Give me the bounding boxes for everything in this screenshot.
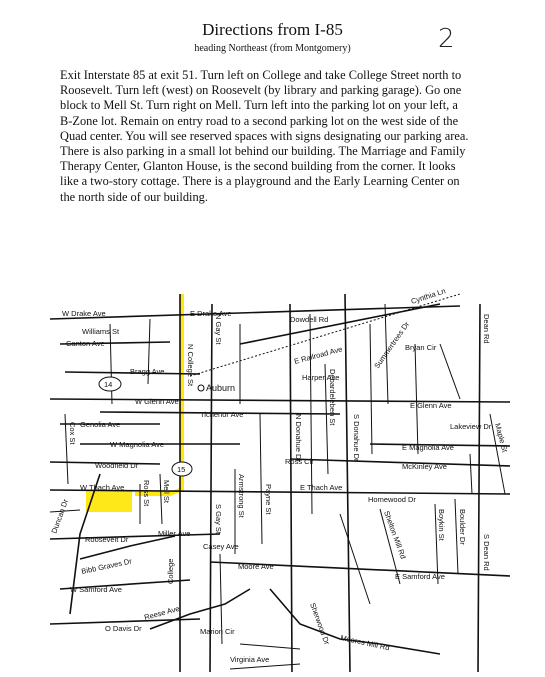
svg-text:Cox St: Cox St: [68, 422, 77, 445]
svg-text:Miller Ave: Miller Ave: [158, 529, 191, 538]
svg-text:Virginia Ave: Virginia Ave: [230, 655, 270, 664]
svg-text:Woodfield Dr: Woodfield Dr: [95, 461, 139, 470]
svg-text:Moore Ave: Moore Ave: [238, 562, 274, 571]
svg-text:Moores Mill Rd: Moores Mill Rd: [339, 633, 391, 653]
svg-text:Canton Ave: Canton Ave: [66, 339, 105, 348]
svg-text:O Davis Dr: O Davis Dr: [105, 624, 142, 633]
svg-text:Casey Ave: Casey Ave: [203, 542, 239, 551]
svg-text:W Magnolia Ave: W Magnolia Ave: [110, 440, 165, 449]
svg-text:E Samford Ave: E Samford Ave: [395, 572, 445, 581]
svg-text:S Gay St: S Gay St: [214, 504, 223, 535]
svg-text:W Glenn Ave: W Glenn Ave: [135, 397, 179, 406]
page-title: Directions from I-85: [202, 20, 343, 39]
street-map: [40, 284, 510, 672]
svg-text:Cynthia Ln: Cynthia Ln: [409, 286, 447, 306]
svg-text:Ross St: Ross St: [142, 480, 151, 507]
svg-text:Sherwood Dr: Sherwood Dr: [308, 601, 332, 646]
svg-text:E Drake Ave: E Drake Ave: [190, 309, 232, 318]
svg-text:Maple St: Maple St: [493, 422, 510, 454]
svg-text:Auburn: Auburn: [206, 383, 236, 393]
svg-text:Roosevelt Dr: Roosevelt Dr: [85, 535, 129, 544]
route-shield-15: [172, 462, 192, 476]
svg-text:Bryan Cir: Bryan Cir: [405, 343, 437, 352]
svg-text:Boykin St: Boykin St: [437, 509, 446, 541]
route-shield-14: [99, 377, 121, 391]
svg-text:Ross Cir: Ross Cir: [285, 457, 314, 466]
svg-text:Payne St: Payne St: [264, 484, 273, 515]
svg-text:Boulder Dr: Boulder Dr: [458, 509, 467, 545]
directions-paragraph: Exit Interstate 85 at exit 51. Turn left on College and take College Street north to Roosevelt. Turn left (west) on Roosevelt (by library and parking garage). Go one block to Mell St. Turn right on Mell. Turn left into the parking lot on your left, a B-Zone lot. Remain on entry road to a second parking lot on the west side of the Quad center. You will see reserved spaces with signs designating our parking area. There is also parking in a small lot behind our building. The Marriage and Family Therapy Center, Glanton House, is the second building from the corner. It looks like a two-story cottage. There is a playground and the Early Learning Center on the north side of our building.: [60, 68, 469, 204]
svg-text:N Gay St: N Gay St: [214, 314, 223, 345]
svg-text:S Donahue Dr: S Donahue Dr: [352, 414, 361, 462]
svg-text:W Drake Ave: W Drake Ave: [62, 309, 106, 318]
svg-text:Bibb Graves Dr: Bibb Graves Dr: [80, 556, 133, 576]
svg-text:Marion Cir: Marion Cir: [200, 627, 235, 636]
svg-text:Armstrong St: Armstrong St: [237, 474, 246, 518]
svg-text:Mell St: Mell St: [162, 480, 171, 503]
svg-text:15: 15: [177, 465, 186, 474]
svg-text:Williams St: Williams St: [82, 327, 120, 336]
svg-text:Shelton Mill Rd: Shelton Mill Rd: [382, 509, 408, 561]
svg-text:Summertrees Dr: Summertrees Dr: [372, 319, 412, 371]
svg-text:N Donahue Dr: N Donahue Dr: [294, 414, 303, 462]
svg-text:W Thach Ave: W Thach Ave: [80, 483, 125, 492]
svg-text:Tichenor Ave: Tichenor Ave: [200, 410, 244, 419]
svg-text:Homewood Dr: Homewood Dr: [368, 495, 416, 504]
svg-text:College: College: [166, 558, 175, 584]
svg-text:E Glenn Ave: E Glenn Ave: [410, 401, 452, 410]
svg-text:E Thach Ave: E Thach Ave: [300, 483, 343, 492]
svg-text:Duncan Dr: Duncan Dr: [49, 497, 71, 535]
svg-text:W Samford Ave: W Samford Ave: [70, 585, 122, 594]
svg-text:Lakeview Dr: Lakeview Dr: [450, 422, 492, 431]
svg-text:Harper Ave: Harper Ave: [302, 373, 340, 382]
svg-text:Debardeleben St: Debardeleben St: [328, 369, 337, 426]
svg-text:Reese Ave: Reese Ave: [143, 603, 181, 622]
svg-text:Genolia Ave: Genolia Ave: [80, 420, 121, 429]
svg-text:Dean Rd: Dean Rd: [482, 314, 491, 344]
svg-text:Bragg Ave: Bragg Ave: [130, 367, 165, 376]
svg-text:N College St: N College St: [186, 344, 195, 387]
svg-text:14: 14: [104, 380, 113, 389]
svg-text:Dowdell Rd: Dowdell Rd: [290, 315, 329, 324]
svg-text:S Dean Rd: S Dean Rd: [482, 534, 491, 571]
svg-text:McKinley Ave: McKinley Ave: [402, 462, 447, 471]
handwritten-page-number: 2: [438, 24, 455, 54]
page-subtitle: heading Northeast (from Montgomery): [194, 43, 351, 54]
svg-text:E Magnolia Ave: E Magnolia Ave: [402, 443, 454, 452]
svg-text:E Railroad Ave: E Railroad Ave: [293, 344, 344, 366]
